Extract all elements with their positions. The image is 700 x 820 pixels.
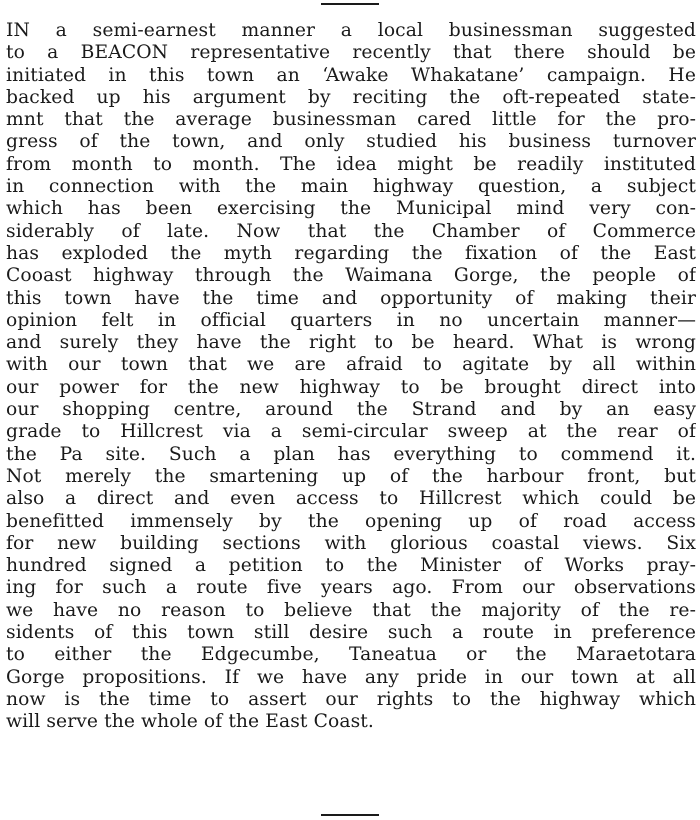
article-line: gress of the town, and only studied his business turnover [6, 131, 696, 153]
article-line: mnt that the average businessman cared little for the pro- [6, 109, 696, 131]
article-line: backed up his argument by reciting the oft-repeated state- [6, 86, 696, 108]
article-line: initiated in this town an ‘Awake Whakatane’ campaign. He [6, 64, 696, 86]
bottom-divider-rule [321, 814, 379, 816]
article-line: the Pa site. Such a plan has everything to commend it. [6, 443, 696, 465]
article-line: also a direct and even access to Hillcrest which could be [6, 488, 696, 510]
top-divider-rule [321, 3, 379, 5]
article-line: has exploded the myth regarding the fixation of the East [6, 242, 696, 264]
article-line: our power for the new highway to be brought direct into [6, 376, 696, 398]
article-line: grade to Hillcrest via a semi-circular sweep at the rear of [6, 421, 696, 443]
article-line: from month to month. The idea might be readily instituted [6, 153, 696, 175]
article-line: to either the Edgecumbe, Taneatua or the Maraetotara [6, 644, 696, 666]
article-line: which has been exercising the Municipal mind very con- [6, 198, 696, 220]
article-line: our shopping centre, around the Strand and by an easy [6, 399, 696, 421]
article-line: in connection with the main highway question, a subject [6, 176, 696, 198]
article-line: and surely they have the right to be heard. What is wrong [6, 332, 696, 354]
article-line: to a BEACON representative recently that there should be [6, 42, 696, 64]
article-line: opinion felt in official quarters in no uncertain manner— [6, 309, 696, 331]
article-line: will serve the whole of the East Coast. [6, 711, 374, 733]
article-line: we have no reason to believe that the majority of the re- [6, 599, 696, 621]
article-line: this town have the time and opportunity of making their [6, 287, 696, 309]
article-line: for new building sections with glorious coastal views. Six [6, 532, 696, 554]
article-line: Gorge propositions. If we have any pride in our town at all [6, 666, 696, 688]
article-line: sidents of this town still desire such a route in preference [6, 622, 696, 644]
article-line: siderably of late. Now that the Chamber of Commerce [6, 220, 696, 242]
article-line: Cooast highway through the Waimana Gorge, the people of [6, 265, 696, 287]
article-body [6, 20, 696, 734]
article-line: ing for such a route five years ago. From our observations [6, 577, 696, 599]
article-line: benefitted immensely by the opening up of road access [6, 510, 696, 532]
article-line: hundred signed a petition to the Minister of Works pray- [6, 555, 696, 577]
article-line: now is the time to assert our rights to the highway which [6, 688, 696, 710]
article-line: Not merely the smartening up of the harbour front, but [6, 465, 696, 487]
article-line: IN a semi-earnest manner a local businessman suggested [6, 20, 696, 41]
article-line: with our town that we are afraid to agitate by all within [6, 354, 696, 376]
